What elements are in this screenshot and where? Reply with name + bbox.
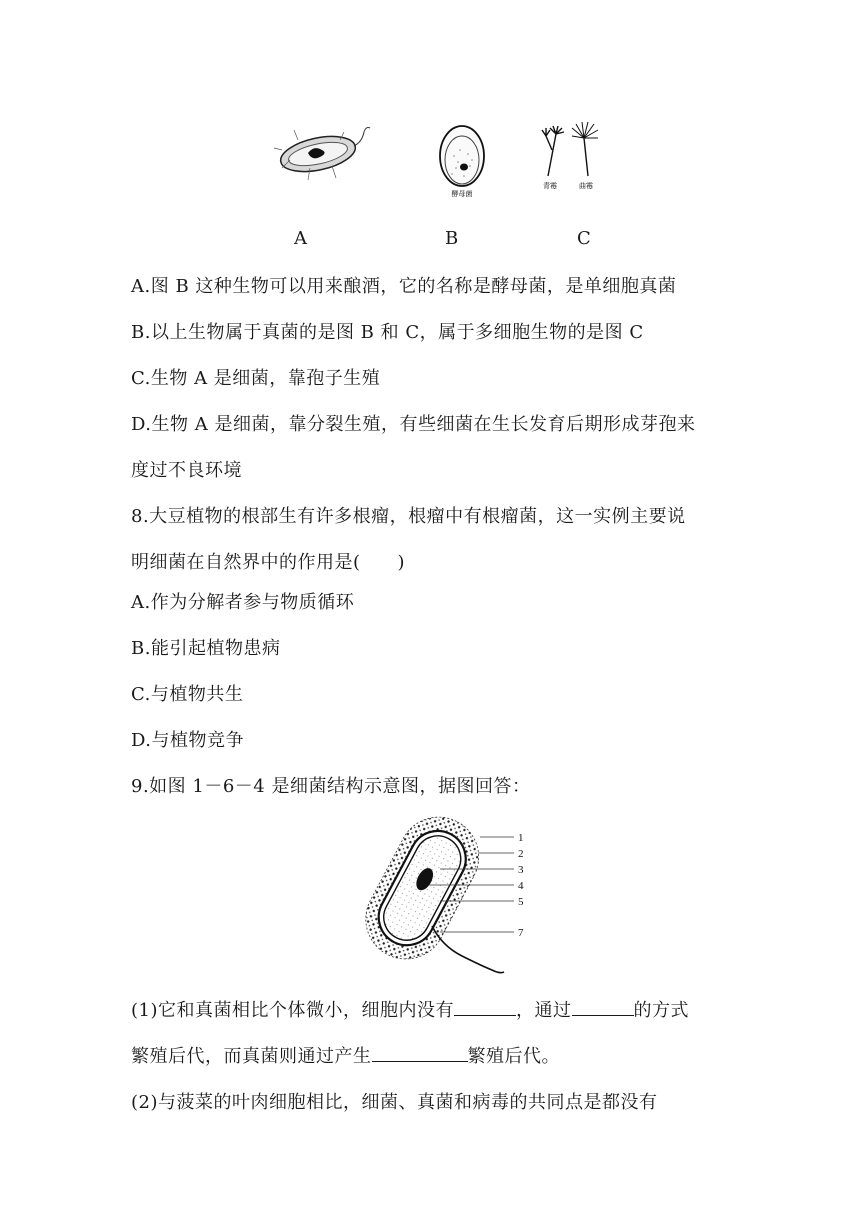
- qingmei-caption: 青霉: [543, 182, 557, 190]
- figure-label-a: A: [294, 228, 307, 249]
- q9-part1-text-b: ，通过: [516, 1000, 572, 1021]
- q8-option-a: A.作为分解者参与物质循环: [131, 592, 355, 613]
- q8-option-b: B.能引起植物患病: [131, 638, 281, 659]
- figure-label-b: B: [445, 228, 459, 249]
- answer-blank-1[interactable]: [454, 999, 516, 1016]
- q7-option-a: A.图 B 这种生物可以用来酿酒，它的名称是酵母菌，是单细胞真菌: [131, 276, 677, 297]
- bacterium-a-drawing: [274, 128, 370, 181]
- bacterium-structure-figure: [340, 808, 540, 978]
- q9-part1-text-e: 繁殖后代。: [467, 1046, 560, 1067]
- q7-option-d-line1: D.生物 A 是细菌，靠分裂生殖，有些细菌在生长发育后期形成芽孢来: [131, 414, 696, 435]
- q9-part1-text-a: (1)它和真菌相比个体微小，细胞内没有: [131, 1000, 454, 1021]
- structure-label-1: 1: [518, 832, 524, 844]
- qumei-caption: 曲霉: [579, 182, 593, 190]
- q9-part1-line2: [131, 1042, 560, 1068]
- q8-stem-line1: 8.大豆植物的根部生有许多根瘤，根瘤中有根瘤菌，这一实例主要说: [131, 506, 686, 527]
- yeast-b-drawing: [440, 126, 484, 186]
- structure-label-2: 2: [518, 848, 524, 860]
- answer-blank-3[interactable]: [372, 1045, 468, 1062]
- q9-part1-line1: [131, 996, 689, 1022]
- structure-label-5: 5: [518, 896, 524, 908]
- figure-label-c: C: [577, 228, 591, 249]
- answer-blank-2[interactable]: [572, 999, 634, 1016]
- q8-stem-line2: 明细菌在自然界中的作用是( ): [131, 552, 406, 573]
- structure-label-4: 4: [518, 880, 524, 892]
- q7-option-d-line2: 度过不良环境: [131, 460, 242, 481]
- q8-option-d: D.与植物竞争: [131, 730, 245, 751]
- q9-part1-text-d: 繁殖后代，而真菌则通过产生: [131, 1046, 372, 1067]
- q9-stem: 9.如图 1－6－4 是细菌结构示意图，据图回答：: [131, 776, 531, 797]
- structure-label-3: 3: [518, 864, 524, 876]
- q7-option-b: B.以上生物属于真菌的是图 B 和 C，属于多细胞生物的是图 C: [131, 322, 644, 343]
- q9-part1-text-c: 的方式: [633, 1000, 689, 1021]
- top-figure: [270, 120, 610, 200]
- q7-option-c: C.生物 A 是细菌，靠孢子生殖: [131, 368, 381, 389]
- q9-part2: (2)与菠菜的叶肉细胞相比，细菌、真菌和病毒的共同点是都没有: [131, 1092, 658, 1113]
- structure-label-7: 7: [518, 927, 524, 939]
- q8-option-c: C.与植物共生: [131, 684, 244, 705]
- molds-c-drawing: [542, 122, 598, 176]
- yeast-caption: 酵母菌: [451, 190, 473, 198]
